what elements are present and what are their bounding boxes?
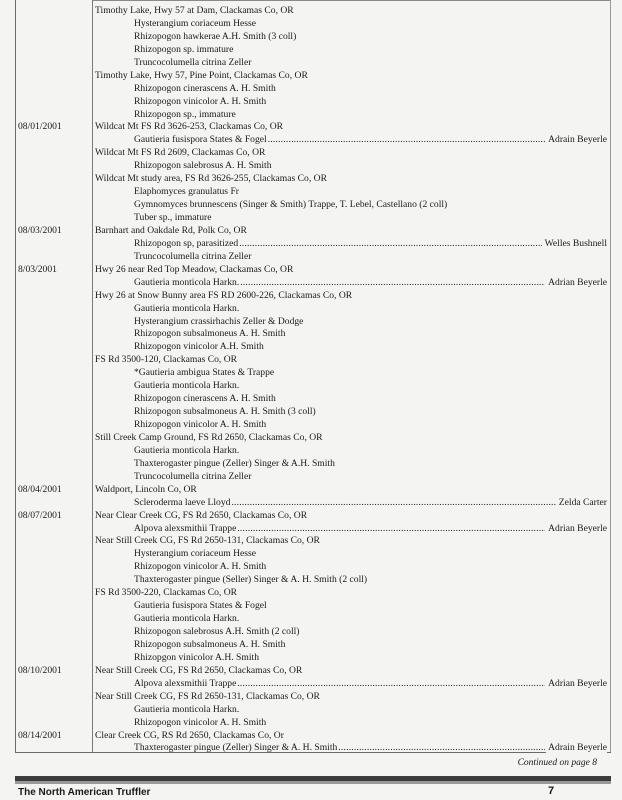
table-row <box>0 730 622 743</box>
collection-site: FS Rd 3500-220, Clackamas Co, OR <box>95 587 238 599</box>
table-row <box>0 626 622 639</box>
collection-site: Barnhart and Oakdale Rd, Polk Co, OR <box>95 224 247 236</box>
species-name: Rhizopogon hawkerae A.H. Smith (3 coll) <box>134 30 297 42</box>
table-row <box>0 199 622 212</box>
collection-date: 8/03/2001 <box>18 263 57 275</box>
species-name: Rhizopogon cinerascens A. H. Smith <box>134 82 276 94</box>
dot-leader <box>239 238 541 251</box>
species-name: Gautieria monticola Harkn. <box>134 380 240 392</box>
dot-leader <box>231 497 555 510</box>
table-row <box>0 18 622 31</box>
species-name: Gautieria fusispora States & Fogel <box>134 600 267 612</box>
table-row <box>0 251 622 264</box>
species-name: Alpova alexsmithii Trappe <box>134 522 237 534</box>
species-name: Elaphomyces granulatus Fr <box>134 186 239 198</box>
dot-leader <box>268 134 545 147</box>
table-row <box>0 121 622 134</box>
collector-name: Adrian Beyerle <box>548 276 607 288</box>
table-row <box>0 316 622 329</box>
species-name: Gautieria monticola Harkn. <box>134 276 240 288</box>
table-row <box>0 742 622 755</box>
collection-site: Near Still Creek CG, FS Rd 2650, Clackamas Co, OR <box>95 664 303 676</box>
collection-site: Near Still Creek CG, FS Rd 2650-131, Clackamas Co, OR <box>95 535 320 547</box>
collection-site: Wildcat Mt study area, FS Rd 3626-255, Clackamas Co, OR <box>95 173 327 185</box>
table-row <box>0 303 622 316</box>
species-name: Rhizopogon sp., immature <box>134 108 236 120</box>
table-row <box>0 639 622 652</box>
collection-date: 08/04/2001 <box>18 483 62 495</box>
table-row <box>0 238 622 251</box>
species-name: *Gautieria ambigua States & Trappe <box>134 367 275 379</box>
table-row <box>0 393 622 406</box>
collector-name: Adrain Beyerle <box>548 742 607 754</box>
table-row <box>0 445 622 458</box>
table-row <box>0 678 622 691</box>
collection-records-table <box>0 5 622 755</box>
species-name: Rhizopgon vinicolor A.H. Smith <box>134 651 259 663</box>
collector-name: Adrian Beyerle <box>548 677 607 689</box>
table-row <box>0 484 622 497</box>
collector-name: Adrain Beyerle <box>548 134 607 146</box>
table-row <box>0 173 622 186</box>
dot-leader <box>237 678 545 691</box>
continued-note: Continued on page 8 <box>517 758 597 768</box>
species-name: Alpova alexsmithii Trappe <box>134 677 237 689</box>
collection-site: Wildcat Mt FS Rd 2609, Clackamas Co, OR <box>95 147 266 159</box>
species-name: Thaxterogaster pingue (Zeller) Singer & A. H. Smith <box>134 742 338 754</box>
species-name: Rhizopogon vinicolor A. H. Smith <box>134 561 267 573</box>
table-row <box>0 600 622 613</box>
collection-site: Timothy Lake, Hwy 57 at Dam, Clackamas Co, OR <box>95 5 294 16</box>
table-row <box>0 665 622 678</box>
collection-date: 08/01/2001 <box>18 121 62 133</box>
dot-leader <box>237 523 545 536</box>
table-row <box>0 109 622 122</box>
collection-site: FS Rd 3500-120, Clackamas Co, OR <box>95 354 238 366</box>
table-row <box>0 367 622 380</box>
collection-site: Near Clear Creek CG, FS Rd 2650, Clackamas Co, OR <box>95 509 308 521</box>
table-row <box>0 83 622 96</box>
species-name: Hysterangium coriaceum Hesse <box>134 548 257 560</box>
table-row <box>0 5 622 18</box>
species-name: Gautieria monticola Harkn. <box>134 613 240 625</box>
collection-site: Hwy 26 at Snow Bunny area FS RD 2600-226, Clackamas Co, OR <box>95 289 353 301</box>
table-row <box>0 419 622 432</box>
table-row <box>0 380 622 393</box>
table-row <box>0 31 622 44</box>
species-name: Rhizopogon salebrosus A. H. Smith <box>134 160 272 172</box>
table-row <box>0 691 622 704</box>
table-row <box>0 328 622 341</box>
species-name: Truncocolumella citrina Zeller <box>134 56 252 68</box>
table-row <box>0 510 622 523</box>
table-row <box>0 212 622 225</box>
table-row <box>0 574 622 587</box>
species-name: Tuber sp., immature <box>134 212 212 223</box>
table-row <box>0 458 622 471</box>
table-row <box>0 290 622 303</box>
table-row <box>0 134 622 147</box>
collection-site: Near Still Creek CG, FS Rd 2650-131, Clackamas Co, OR <box>95 690 320 702</box>
species-name: Rhizopogon vinicolor A. H. Smith <box>134 95 267 107</box>
dot-leader <box>338 742 545 755</box>
table-row <box>0 613 622 626</box>
species-name: Rhizopogon subsalmoneus A. H. Smith <box>134 638 286 650</box>
collector-name: Adrian Beyerle <box>548 522 607 534</box>
table-row <box>0 186 622 199</box>
table-row <box>0 497 622 510</box>
species-name: Truncocolumella citrina Zeller <box>134 250 252 262</box>
table-row <box>0 471 622 484</box>
table-row <box>0 548 622 561</box>
species-name: Rhizopogon subsalmoneus A. H. Smith (3 coll) <box>134 406 316 418</box>
table-row <box>0 704 622 717</box>
table-row <box>0 160 622 173</box>
table-row <box>0 717 622 730</box>
species-name: Rhizopogon sp. immature <box>134 43 234 55</box>
table-row <box>0 587 622 600</box>
collection-date: 08/03/2001 <box>18 224 62 236</box>
species-name: Rhizopogon subsalmoneus A. H. Smith <box>134 328 286 340</box>
collection-site: Wildcat Mt FS Rd 3626-253, Clackamas Co, OR <box>95 121 284 133</box>
collection-site: Still Creek Camp Ground, FS Rd 2650, Clackamas Co, OR <box>95 431 323 443</box>
species-name: Scleroderma laeve Lloyd <box>134 496 231 508</box>
species-name: Rhizopogon sp, parasitized <box>134 237 239 249</box>
page-number: 7 <box>548 785 555 797</box>
table-row <box>0 57 622 70</box>
species-name: Thaxterogaster pingue (Zeller) Singer & A.H. Smith <box>134 457 335 469</box>
species-name: Hysterangium coriaceum Hesse <box>134 17 257 29</box>
species-name: Truncocolumella citrina Zeller <box>134 470 252 482</box>
table-row <box>0 561 622 574</box>
table-row <box>0 535 622 548</box>
table-row <box>0 225 622 238</box>
collection-site: Clear Creek CG, RS Rd 2650, Clackamas Co, Or <box>95 729 284 741</box>
species-name: Rhizopogon salebrosus A.H. Smith (2 coll) <box>134 626 300 637</box>
collection-site: Waldport, Lincoln Co, OR <box>95 483 197 495</box>
collection-date: 08/10/2001 <box>18 664 62 676</box>
collection-date: 08/14/2001 <box>18 729 62 741</box>
species-name: Gautieria monticola Harkn. <box>134 302 240 314</box>
table-row <box>0 70 622 83</box>
table-row <box>0 277 622 290</box>
collector-name: Welles Bushnell <box>544 237 607 249</box>
collection-date: 08/07/2001 <box>18 509 62 521</box>
top-rule <box>92 0 610 1</box>
table-row <box>0 341 622 354</box>
table-row <box>0 354 622 367</box>
footer-bar-shadow <box>15 781 611 784</box>
species-name: Rhizopogon vinicolor A.H. Smith <box>134 341 264 353</box>
table-row <box>0 147 622 160</box>
species-name: Thaxterogaster pingue (Seller) Singer & A. H. Smith (2 coll) <box>134 574 368 586</box>
table-row <box>0 432 622 445</box>
species-name: Gautieria monticola Harkn. <box>134 444 240 456</box>
table-row <box>0 652 622 665</box>
species-name: Gautieria monticola Harkn. <box>134 703 240 715</box>
species-name: Rhizopogon vinicolor A. H. Smith <box>134 419 267 430</box>
publication-title: The North American Truffler <box>18 787 151 798</box>
species-name: Hysterangium crassirhachis Zeller & Dodge <box>134 315 304 327</box>
species-name: Rhizopogon vinicolor A. H. Smith <box>134 716 267 728</box>
species-name: Gautieria fusispora States & Fogel <box>134 134 267 146</box>
table-row <box>0 96 622 109</box>
dot-leader <box>240 277 545 290</box>
collection-site: Timothy Lake, Hwy 57, Pine Point, Clackamas Co, OR <box>95 69 308 81</box>
table-row <box>0 44 622 57</box>
table-row <box>0 523 622 536</box>
table-row <box>0 264 622 277</box>
species-name: Rhizopogon cinerascens A. H. Smith <box>134 393 276 405</box>
collector-name: Zelda Carter <box>558 496 607 508</box>
collection-site: Hwy 26 near Red Top Meadow, Clackamas Co, OR <box>95 263 294 275</box>
table-row <box>0 406 622 419</box>
species-name: Gymnomyces brunnescens (Singer & Smith) Trappe, T. Lebel, Castellano (2 coll) <box>134 199 448 211</box>
